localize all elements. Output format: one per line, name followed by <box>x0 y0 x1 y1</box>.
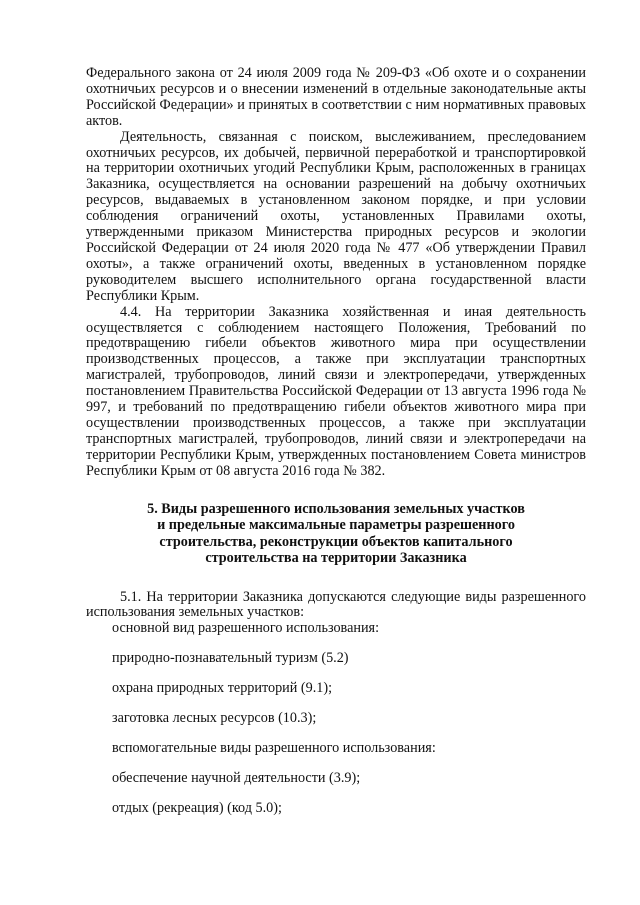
document-body <box>86 66 586 817</box>
list-item: обеспечение научной деятельности (3.9); <box>112 769 361 786</box>
paragraph-4-4: 4.4. На территории Заказника хозяйственная и иная деятельность осуществляется с соблюдением настоящего Положения, Требований по предотвращению гибели объектов животного мира при осуществлении производственных процессов, а также при эксплуатации транспортных магистралей, трубопроводов, линий связи и электропередачи, утвержденных постановлением Правительства Российской Федерации от 13 августа 1996 года № 997, и требований по предотвращению гибели объектов животного мира при осуществлении производственных процессов, а также при эксплуатации транспортных магистралей, трубопроводов, линий связи и электропередачи на территории Республики Крым, утвержденных постановлением Совета министров Республики Крым от 08 августа 2016 года № 382. <box>86 303 586 479</box>
heading-line: строительства, реконструкции объектов капитального <box>159 533 513 550</box>
heading-line: строительства на территории Заказника <box>205 550 467 567</box>
heading-line: 5. Виды разрешенного использования земельных участков <box>147 500 525 517</box>
list-item: охрана природных территорий (9.1); <box>112 680 333 697</box>
list-item: заготовка лесных ресурсов (10.3); <box>112 710 317 727</box>
list-item: природно-познавательный туризм (5.2) <box>112 650 349 667</box>
paragraph-5-1: 5.1. На территории Заказника допускаются следующие виды разрешенного использования земельных участков: <box>86 588 586 621</box>
heading-line: и предельные максимальные параметры разрешенного <box>157 517 515 534</box>
main-use-label: основной вид разрешенного использования: <box>112 620 380 637</box>
aux-use-label: вспомогательные виды разрешенного использования: <box>112 740 436 756</box>
paragraph-continuation: Федерального закона от 24 июля 2009 года № 209-ФЗ «Об охоте и о сохранении охотничьих ресурсов и о внесении изменений в отдельные законодательные акты Российской Федерации» и принятых в соответствии с ним нормативных правовых актов. <box>86 65 586 129</box>
paragraph-hunting-activity: Деятельность, связанная с поиском, выслеживанием, преследованием охотничьих ресурсов, их добычей, первичной переработкой и транспортировкой на территории охотничьих угодий Республики Крым, расположенных в границах Заказника, осуществляется на основании разрешений на добычу охотничьих ресурсов, выдаваемых в установленном законом порядке, и при условии соблюдения ограничений охоты, установленных Правилами охоты, утвержденными приказом Министерства природных ресурсов и экологии Российской Федерации от 24 июля 2020 года № 477 «Об утверждении Правил охоты», а также ограничений охоты, введенных в установленном порядке руководителем высшего исполнительного органа государственной власти Республики Крым. <box>86 128 586 304</box>
list-item: отдых (рекреация) (код 5.0); <box>112 799 282 816</box>
section-5-heading <box>86 501 586 567</box>
